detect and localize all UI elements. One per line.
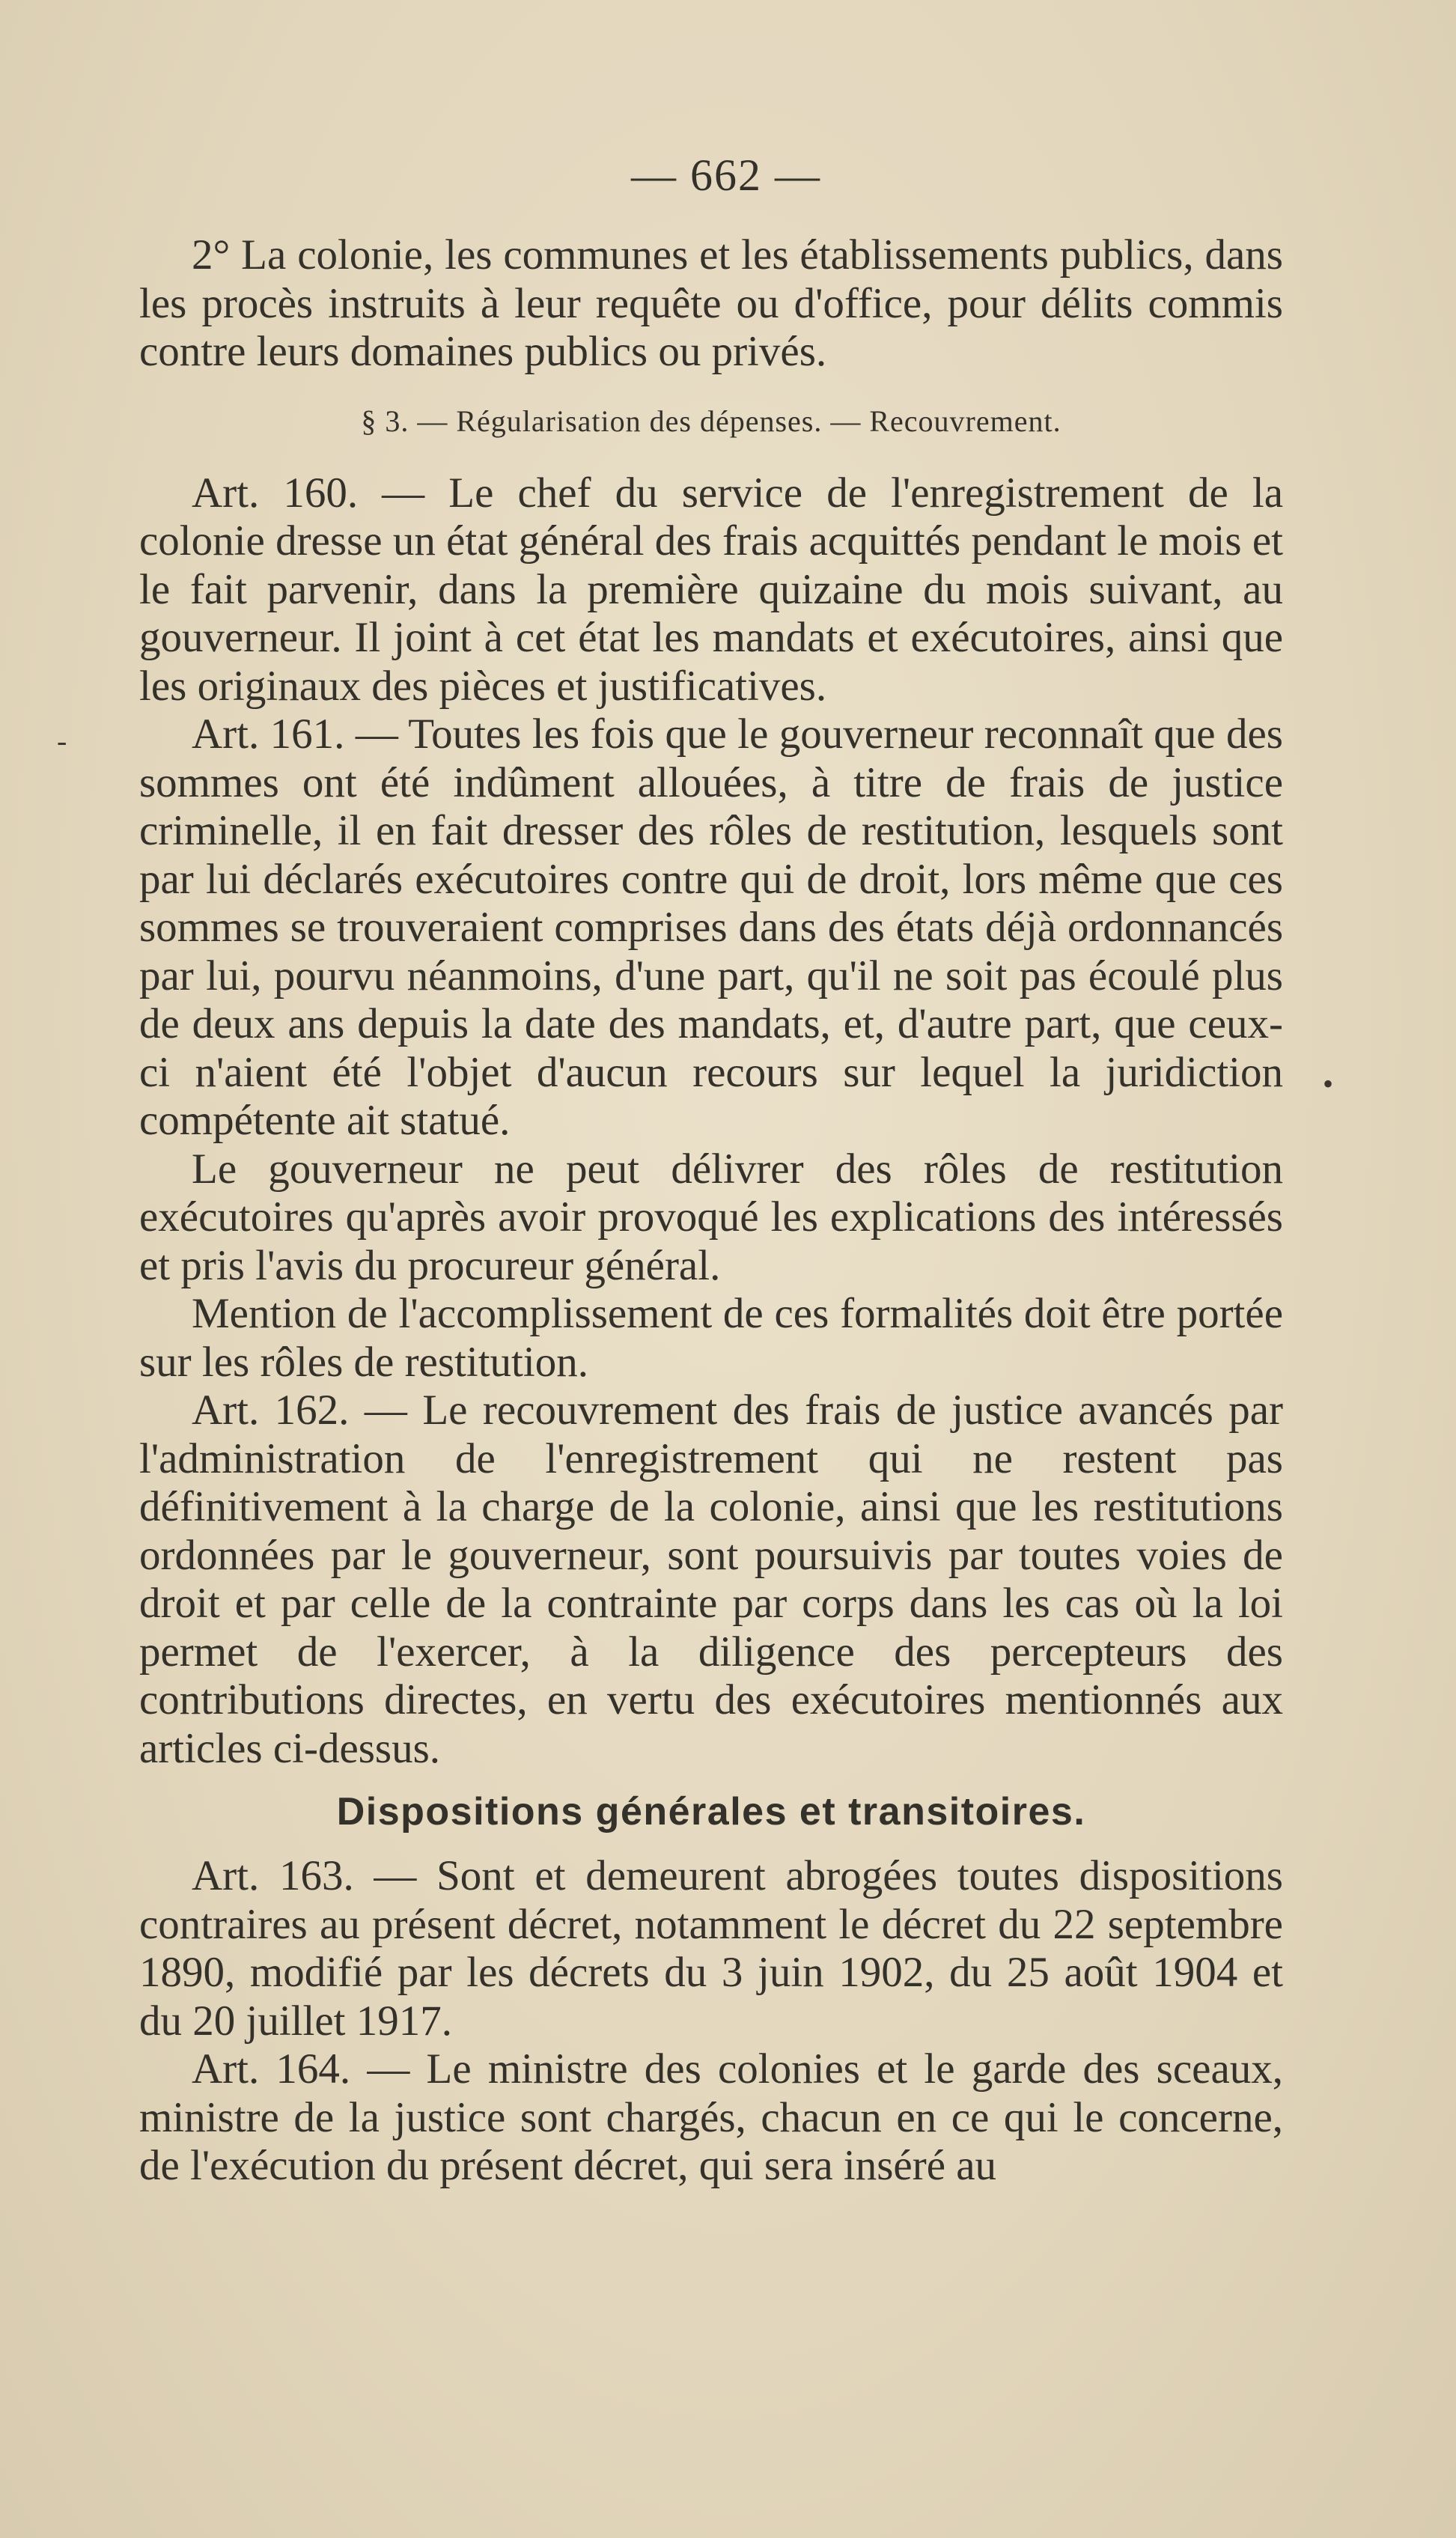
margin-dot-mark: • (1323, 1067, 1334, 1101)
article-161: Art. 161. — Toutes les fois que le gouverneur reconnaît que des sommes ont été indûment allouées, à titre de frais de justice criminelle, il en fait dresser des rôles de restitution, lesquels sont par lui déclarés exécutoires contre qui de droit, lors même que ces sommes se trouveraient comprises dans des états déjà ordonnancés par lui, pourvu néanmoins, d'une part, qu'il ne soit pas écoulé plus de deux ans depuis la date des mandats, et, d'autre part, que ceux-ci n'aient été l'objet d'aucun recours sur lequel la juridiction compétente ait statué. (139, 710, 1283, 1144)
article-163: Art. 163. — Sont et demeurent abrogées toutes dispositions contraires au présent décret, notamment le décret du 22 septembre 1890, modifié par les décrets du 3 juin 1902, du 25 août 1904 et du 20 juillet 1917. (139, 1852, 1283, 2045)
article-162: Art. 162. — Le recouvrement des frais de justice avancés par l'administration de l'enregistrement qui ne restent pas définitivement à la charge de la colonie, ainsi que les restitutions ordonnées par le gouverneur, sont poursuivis par toutes voies de droit et par celle de la contrainte par corps dans les cas où la loi permet de l'exercer, à la diligence des percepteurs des contributions directes, en vertu des exécutoires mentionnés aux articles ci-dessus. (139, 1387, 1283, 1772)
article-164: Art. 164. — Le ministre des colonies et le garde des sceaux, ministre de la justice sont chargés, chacun en ce qui le concerne, de l'exécution du présent décret, qui sera inséré au (139, 2045, 1283, 2189)
page-number: — 662 — (631, 150, 821, 200)
section-heading-dispositions: Dispositions générales et transitoires. (336, 1790, 1086, 1833)
paragraph-communes: 2° La colonie, les communes et les établissements publics, dans les procès instruits à leur requête ou d'office, pour délits commis contre leurs domaines publics ou privés. (139, 231, 1283, 375)
paragraph-mention-formalites: Mention de l'accomplissement de ces formalités doit être portée sur les rôles de restitution. (139, 1290, 1283, 1386)
document-page (139, 150, 1283, 2191)
section-heading-regularisation: § 3. — Régularisation des dépenses. — Recouvrement. (361, 404, 1061, 438)
paragraph-gouverneur-restitution: Le gouverneur ne peut délivrer des rôles de restitution exécutoires qu'après avoir provoqué les explications des intéressés et pris l'avis du procureur général. (139, 1145, 1283, 1289)
margin-dash-mark: - (57, 724, 67, 758)
article-160: Art. 160. — Le chef du service de l'enregistrement de la colonie dresse un état général des frais acquittés pendant le mois et le fait parvenir, dans la première quizaine du mois suivant, au gouverneur. Il joint à cet état les mandats et exécutoires, ainsi que les originaux des pièces et justificatives. (139, 469, 1283, 710)
